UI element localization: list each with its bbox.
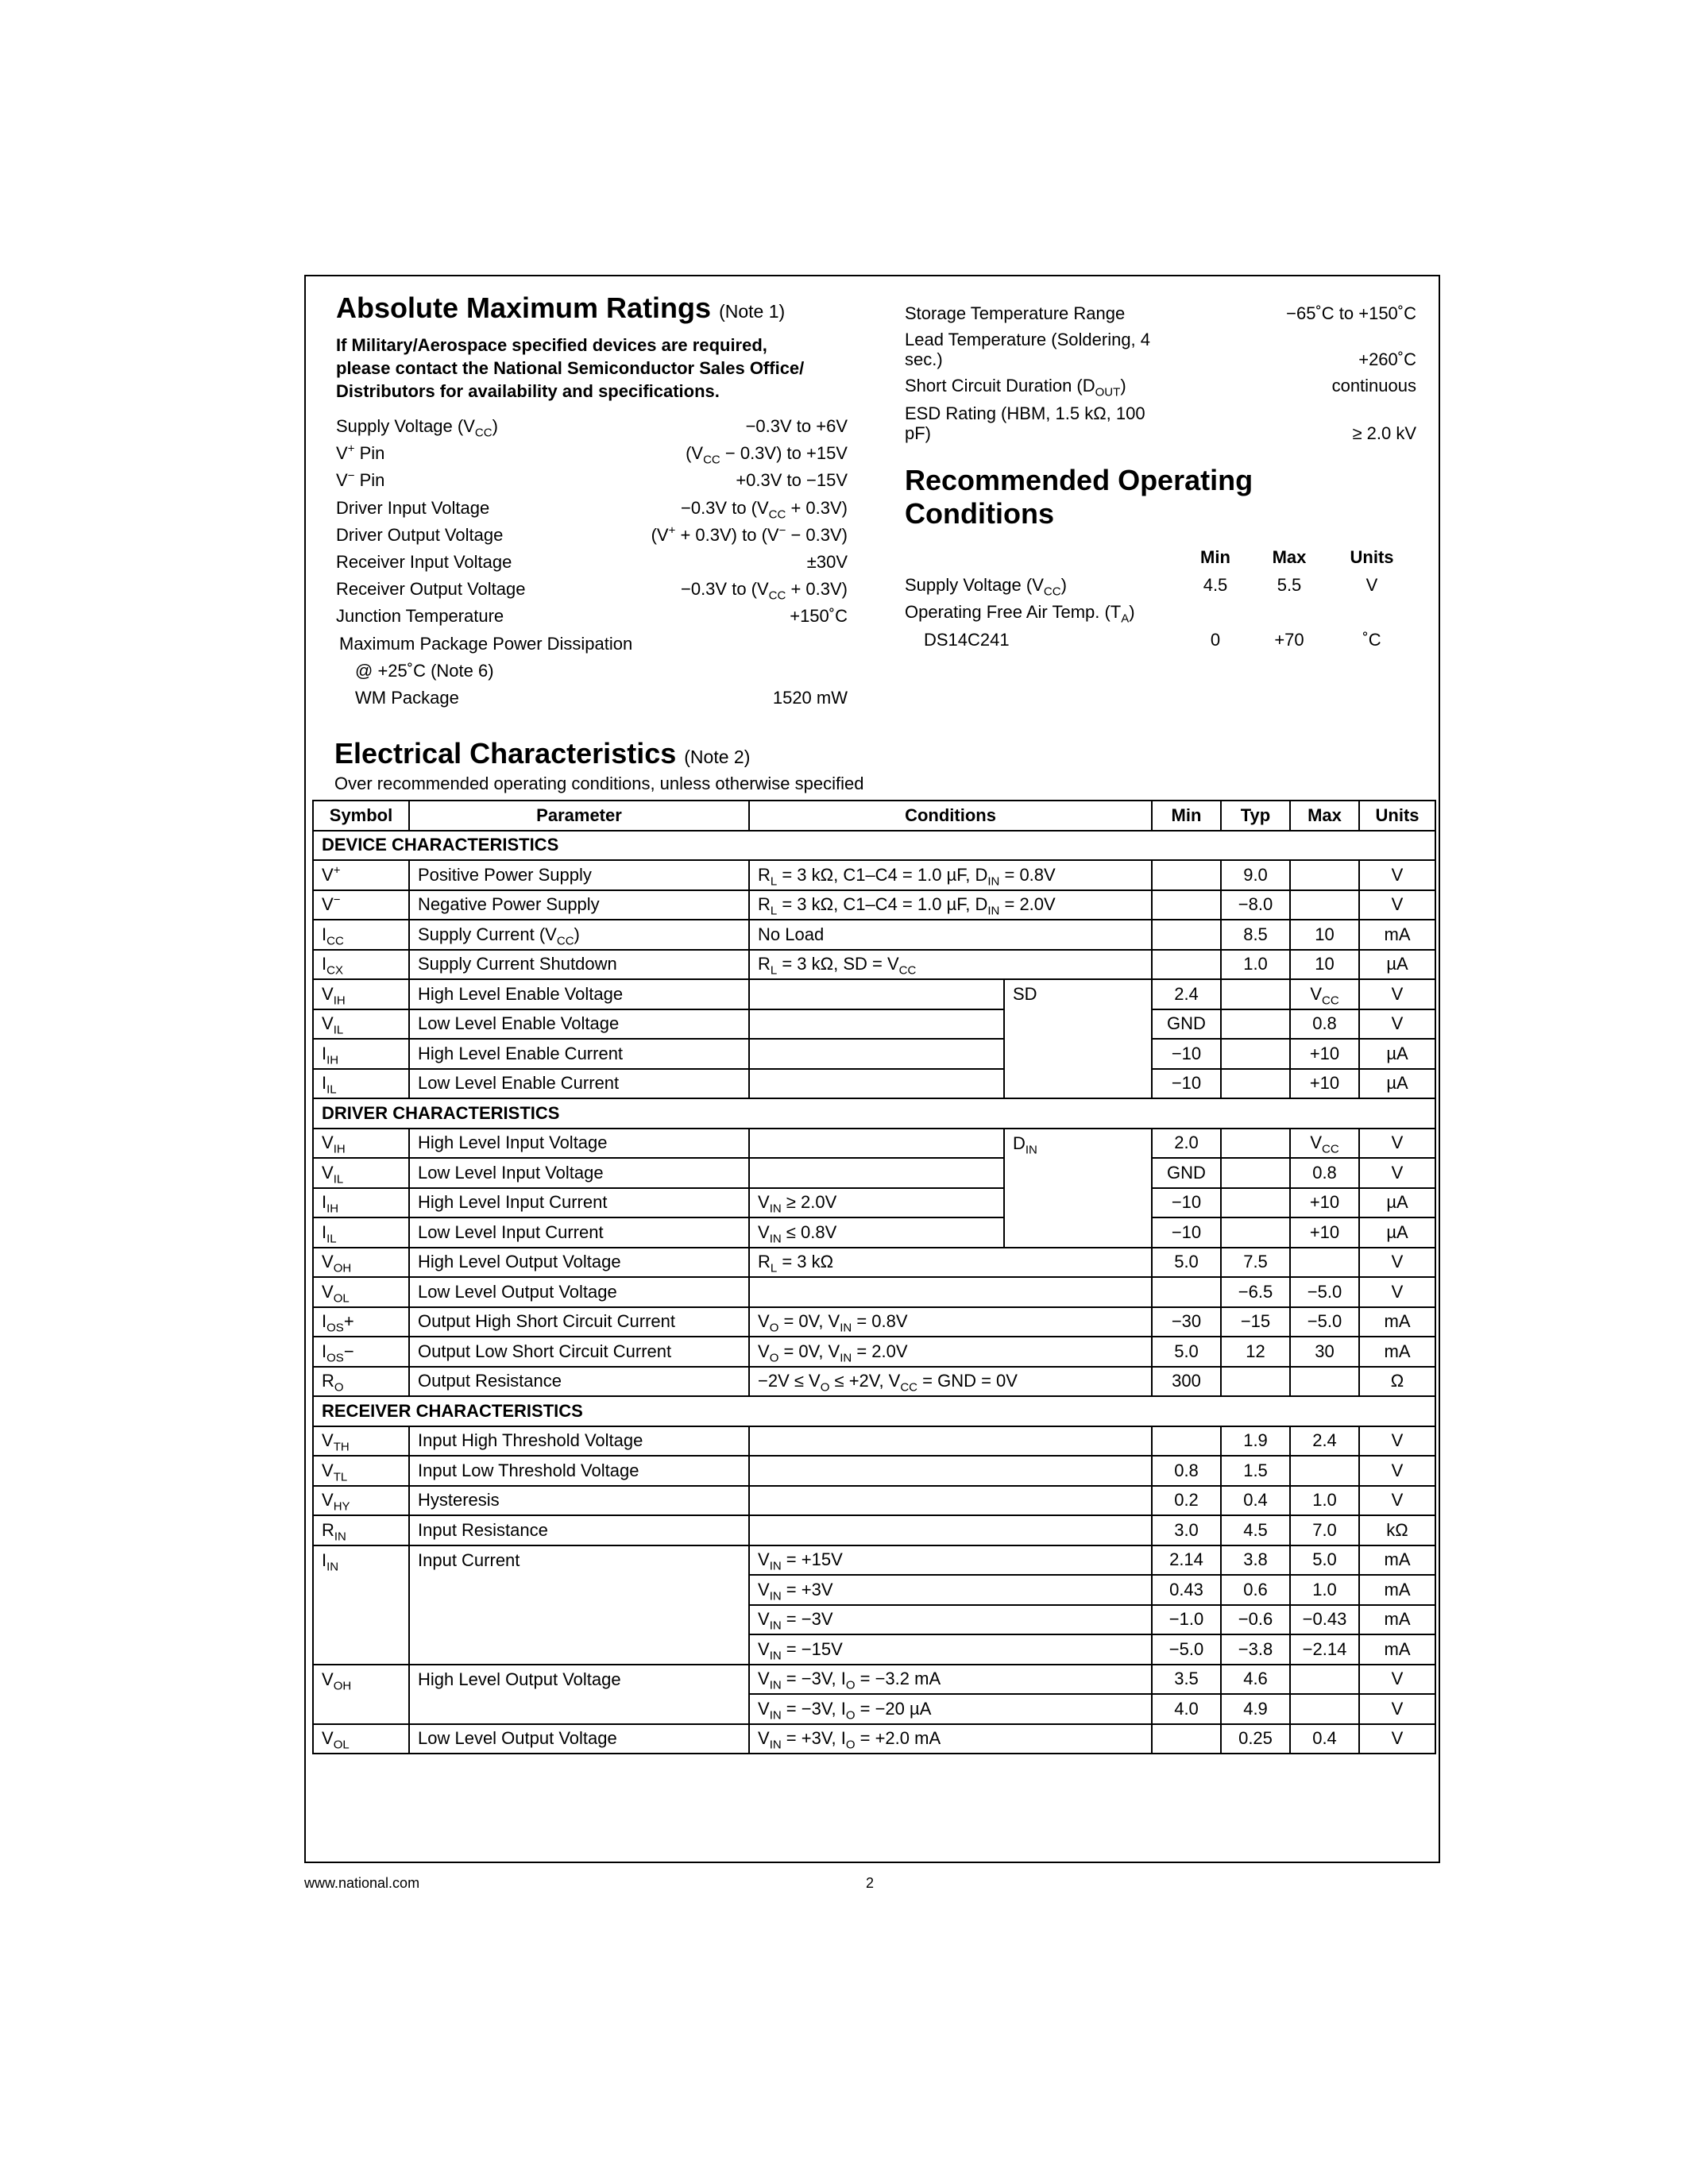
cell-units: V <box>1359 860 1435 890</box>
col-max: Max <box>1290 801 1359 831</box>
cell-conditions: $R_L = 3$ kΩ <box>749 1248 1152 1278</box>
cell-symbol: $I_{CC}$ <box>313 920 409 950</box>
table-row <box>313 1665 1435 1695</box>
table-row <box>313 1277 1435 1307</box>
ec-subtitle: Over recommended operating conditions, unless otherwise specified <box>334 774 864 793</box>
cell-typ: −6.5 <box>1221 1277 1290 1307</box>
cell-parameter: Positive Power Supply <box>409 860 749 890</box>
amr-note: (Note 1) <box>719 301 786 322</box>
power-dissipation-label: Maximum Package Power Dissipation <box>339 634 633 654</box>
cell-symbol: $R_{IN}$ <box>313 1515 409 1545</box>
cell-units: mA <box>1359 1337 1435 1367</box>
cell-conditions: $R_L = 3$ kΩ, C1–C4 = 1.0 µF, $D_{IN} = 2.0V$ <box>749 890 1152 920</box>
section-title: RECEIVER CHARACTERISTICS <box>313 1396 1435 1426</box>
cell-min <box>1152 890 1221 920</box>
cell-min: 0.8 <box>1152 1456 1221 1486</box>
table-row <box>313 1426 1435 1457</box>
table-row <box>313 1456 1435 1486</box>
table-row <box>313 1515 1435 1545</box>
cell-conditions: $R_L = 3$ kΩ, C1–C4 = 1.0 µF, $D_{IN} = 0.8V$ <box>749 860 1152 890</box>
amr-right-value: +260˚C <box>1358 349 1416 369</box>
amr-right-value: −65˚C to +150˚C <box>1286 303 1416 323</box>
roc-header-min: Min <box>1200 547 1230 567</box>
cell-conditions: $V_{IN} \le 0.8V$ <box>749 1217 1004 1248</box>
cell-min: 2.0 <box>1152 1129 1221 1159</box>
cell-units: V <box>1359 1694 1435 1724</box>
footer-url: www.national.com <box>304 1875 420 1891</box>
cell-parameter: High Level Input Voltage <box>409 1129 749 1159</box>
table-row <box>313 1129 1435 1159</box>
cell-conditions <box>749 1515 1152 1545</box>
cell-typ <box>1221 979 1290 1009</box>
cell-typ: −3.8 <box>1221 1634 1290 1665</box>
amr-row-label: Driver Output Voltage <box>336 524 504 545</box>
cell-parameter: Supply Current Shutdown <box>409 950 749 980</box>
amr-row-value: −0.3V to $(V_{CC} + 0.3V)$ <box>680 579 848 603</box>
cell-max <box>1290 1456 1359 1486</box>
cell-min: 0.43 <box>1152 1575 1221 1605</box>
cell-max: 7.0 <box>1290 1515 1359 1545</box>
cell-min: GND <box>1152 1009 1221 1040</box>
cell-units: µA <box>1359 1217 1435 1248</box>
cell-max: $V_{CC}$ <box>1290 979 1359 1009</box>
amr-row-label: Driver Input Voltage <box>336 497 490 518</box>
col-symbol: Symbol <box>313 801 409 831</box>
cell-min: −10 <box>1152 1217 1221 1248</box>
cell-parameter: Output High Short Circuit Current <box>409 1307 749 1337</box>
cell-conditions: $V_O = 0V$, $V_{IN} = 2.0V$ <box>749 1337 1152 1367</box>
amr-right-value: continuous <box>1331 376 1416 396</box>
cell-typ: −15 <box>1221 1307 1290 1337</box>
cell-units: mA <box>1359 1545 1435 1576</box>
table-row <box>313 979 1435 1009</box>
cell-symbol: $I_{IH}$ <box>313 1188 409 1218</box>
cell-parameter: Low Level Input Current <box>409 1217 749 1248</box>
table-row <box>313 860 1435 890</box>
cell-symbol: $V_{IH}$ <box>313 1129 409 1159</box>
cell-max: 0.4 <box>1290 1724 1359 1754</box>
cell-conditions: $V_{IN} = +15V$ <box>749 1545 1152 1576</box>
cell-min: −10 <box>1152 1039 1221 1069</box>
cell-conditions: No Load <box>749 920 1152 950</box>
roc-supply-label: Supply Voltage $(V_{CC})$ <box>905 575 1067 599</box>
amr-right-label-cont: sec.) <box>905 349 943 369</box>
amr-right-value: ≥ 2.0 kV <box>1352 423 1416 443</box>
cell-conditions <box>749 1456 1152 1486</box>
cell-conditions <box>749 1069 1004 1099</box>
cell-symbol: $I_{OS}+$ <box>313 1307 409 1337</box>
cell-conditions <box>749 1158 1004 1188</box>
section-title: DRIVER CHARACTERISTICS <box>313 1098 1435 1129</box>
table-row <box>313 1307 1435 1337</box>
amr-row-label: V+ Pin <box>336 442 385 464</box>
cell-units: Ω <box>1359 1367 1435 1397</box>
cell-min: 2.4 <box>1152 979 1221 1009</box>
cell-parameter: Low Level Output Voltage <box>409 1724 749 1754</box>
cell-symbol: $V_{OH}$ <box>313 1665 409 1724</box>
table-row <box>313 1248 1435 1278</box>
amr-right-label: Storage Temperature Range <box>905 303 1126 323</box>
cell-conditions <box>749 1277 1152 1307</box>
cell-typ <box>1221 1217 1290 1248</box>
cell-typ: 7.5 <box>1221 1248 1290 1278</box>
table-row <box>313 1158 1435 1188</box>
cell-units: V <box>1359 1129 1435 1159</box>
cell-parameter: High Level Output Voltage <box>409 1665 749 1724</box>
cell-min: −1.0 <box>1152 1605 1221 1635</box>
cell-symbol: $I_{IN}$ <box>313 1545 409 1665</box>
cell-symbol: $I_{IH}$ <box>313 1039 409 1069</box>
cell-parameter: Hysteresis <box>409 1486 749 1516</box>
table-row <box>313 1545 1435 1576</box>
cell-typ <box>1221 1158 1290 1188</box>
cell-parameter: Negative Power Supply <box>409 890 749 920</box>
cell-symbol: $V_{OH}$ <box>313 1248 409 1278</box>
cell-conditions <box>749 1039 1004 1069</box>
roc-supply-units: V <box>1365 575 1378 595</box>
table-row <box>313 1217 1435 1248</box>
cell-max <box>1290 890 1359 920</box>
cell-min <box>1152 860 1221 890</box>
cell-parameter: Supply Current $(V_{CC})$ <box>409 920 749 950</box>
cell-min <box>1152 1426 1221 1457</box>
cell-max: 5.0 <box>1290 1545 1359 1576</box>
cell-typ <box>1221 1367 1290 1397</box>
cell-typ: −8.0 <box>1221 890 1290 920</box>
cell-typ: 0.6 <box>1221 1575 1290 1605</box>
cell-units: V <box>1359 1486 1435 1516</box>
cell-conditions: $V_{IN} = +3V$ <box>749 1575 1152 1605</box>
cell-parameter: Input High Threshold Voltage <box>409 1426 749 1457</box>
cell-conditions <box>749 1129 1004 1159</box>
cell-units: µA <box>1359 1069 1435 1099</box>
cell-min: 4.0 <box>1152 1694 1221 1724</box>
cell-parameter: Low Level Enable Current <box>409 1069 749 1099</box>
table-row <box>313 890 1435 920</box>
amr-row-value: +0.3V to −15V <box>736 470 848 491</box>
cell-units: mA <box>1359 1634 1435 1665</box>
cell-parameter: Low Level Enable Voltage <box>409 1009 749 1040</box>
cell-typ <box>1221 1069 1290 1099</box>
cell-max <box>1290 1248 1359 1278</box>
cell-min: −5.0 <box>1152 1634 1221 1665</box>
amr-row-label: Receiver Input Voltage <box>336 552 512 572</box>
cell-min <box>1152 950 1221 980</box>
roc-device-units: ˚C <box>1362 630 1381 650</box>
table-row <box>313 1367 1435 1397</box>
ec-title: Electrical Characteristics (Note 2) <box>334 737 751 770</box>
cell-units: kΩ <box>1359 1515 1435 1545</box>
cell-parameter: High Level Input Current <box>409 1188 749 1218</box>
cell-symbol: $V_{IL}$ <box>313 1158 409 1188</box>
cell-units: V <box>1359 1724 1435 1754</box>
table-row <box>313 920 1435 950</box>
cell-units: mA <box>1359 920 1435 950</box>
cell-min: 5.0 <box>1152 1337 1221 1367</box>
ec-body <box>313 831 1435 1754</box>
cell-conditions: $R_L = 3$ kΩ, SD = $V_{CC}$ <box>749 950 1152 980</box>
footer-page-number: 2 <box>866 1875 875 1891</box>
table-row <box>313 1724 1435 1754</box>
cell-conditions: $V_{IN} = +3V$, $I_O = +2.0$ mA <box>749 1724 1152 1754</box>
cell-min: 3.5 <box>1152 1665 1221 1695</box>
section-row <box>313 831 1435 861</box>
cell-min: −10 <box>1152 1188 1221 1218</box>
cell-typ: 4.9 <box>1221 1694 1290 1724</box>
cell-max: 10 <box>1290 950 1359 980</box>
cell-max: +10 <box>1290 1217 1359 1248</box>
cell-symbol: $I_{IL}$ <box>313 1217 409 1248</box>
ec-header-row <box>313 801 1435 831</box>
amr-row-value: +150˚C <box>790 606 848 627</box>
roc-device-max: +70 <box>1274 630 1304 650</box>
roc-header-max: Max <box>1272 547 1307 567</box>
cell-conditions: $V_{IN} = -3V$, $I_O = -20$ µA <box>749 1694 1152 1724</box>
cell-max <box>1290 1694 1359 1724</box>
table-row <box>313 1337 1435 1367</box>
cell-parameter: Output Low Short Circuit Current <box>409 1337 749 1367</box>
cell-conditions <box>749 979 1004 1009</box>
cell-units: V <box>1359 1456 1435 1486</box>
cell-typ: 1.0 <box>1221 950 1290 980</box>
col-units: Units <box>1359 801 1435 831</box>
amr-right-label: Lead Temperature (Soldering, 4 <box>905 330 1151 349</box>
wm-package-value: 1520 mW <box>772 688 848 708</box>
cell-symbol: $I_{OS}-$ <box>313 1337 409 1367</box>
cell-pin: SD <box>1004 979 1152 1098</box>
cell-units: µA <box>1359 1039 1435 1069</box>
cell-min: 0.2 <box>1152 1486 1221 1516</box>
roc-supply-min: 4.5 <box>1203 575 1228 595</box>
cell-conditions: $V_{IN} = -3V$ <box>749 1605 1152 1635</box>
cell-parameter: Input Resistance <box>409 1515 749 1545</box>
wm-package-label: WM Package <box>355 688 459 708</box>
ec-note: (Note 2) <box>684 747 751 767</box>
cell-max <box>1290 860 1359 890</box>
amr-right-label: Short Circuit Duration $(D_{OUT})$ <box>905 376 1126 399</box>
cell-units: µA <box>1359 1188 1435 1218</box>
cell-max: −2.14 <box>1290 1634 1359 1665</box>
col-parameter: Parameter <box>409 801 749 831</box>
table-row <box>313 950 1435 980</box>
cell-units: V <box>1359 1248 1435 1278</box>
cell-conditions: $V_O = 0V$, $V_{IN} = 0.8V$ <box>749 1307 1152 1337</box>
cell-max: −0.43 <box>1290 1605 1359 1635</box>
cell-conditions: $V_{IN} \ge 2.0V$ <box>749 1188 1004 1218</box>
cell-units: mA <box>1359 1575 1435 1605</box>
cell-conditions <box>749 1009 1004 1040</box>
cell-units: V <box>1359 890 1435 920</box>
cell-typ <box>1221 1188 1290 1218</box>
cell-min <box>1152 1277 1221 1307</box>
cell-min: 300 <box>1152 1367 1221 1397</box>
cell-units: V <box>1359 1277 1435 1307</box>
table-row <box>313 1039 1435 1069</box>
amr-row-label: Supply Voltage $(V_{CC})$ <box>336 416 498 440</box>
cell-symbol: $V_{HY}$ <box>313 1486 409 1516</box>
electrical-characteristics-table <box>312 800 1436 1754</box>
cell-min <box>1152 920 1221 950</box>
cell-parameter: High Level Enable Current <box>409 1039 749 1069</box>
cell-max <box>1290 1665 1359 1695</box>
cell-parameter: Input Low Threshold Voltage <box>409 1456 749 1486</box>
cell-symbol: $V_{TH}$ <box>313 1426 409 1457</box>
table-row <box>313 1188 1435 1218</box>
cell-units: mA <box>1359 1605 1435 1635</box>
cell-conditions <box>749 1486 1152 1516</box>
roc-title: Recommended Operating Conditions <box>905 464 1253 530</box>
roc-header-units: Units <box>1350 547 1394 567</box>
amr-right-label: ESD Rating (HBM, 1.5 kΩ, 100 <box>905 403 1145 423</box>
section-row <box>313 1396 1435 1426</box>
cell-symbol: V− <box>313 890 409 920</box>
cell-units: V <box>1359 979 1435 1009</box>
cell-min: GND <box>1152 1158 1221 1188</box>
cell-max: +10 <box>1290 1039 1359 1069</box>
cell-typ: 0.4 <box>1221 1486 1290 1516</box>
cell-max: −5.0 <box>1290 1277 1359 1307</box>
table-row <box>313 1009 1435 1040</box>
cell-conditions: $V_{IN} = -15V$ <box>749 1634 1152 1665</box>
cell-typ <box>1221 1129 1290 1159</box>
cell-max: 10 <box>1290 920 1359 950</box>
roc-supply-max: 5.5 <box>1277 575 1302 595</box>
cell-symbol: V+ <box>313 860 409 890</box>
cell-symbol: $I_{CX}$ <box>313 950 409 980</box>
cell-units: mA <box>1359 1307 1435 1337</box>
cell-symbol: $V_{OL}$ <box>313 1724 409 1754</box>
col-typ: Typ <box>1221 801 1290 831</box>
roc-temp-label: Operating Free Air Temp. $(T_A)$ <box>905 602 1135 626</box>
cell-max: 1.0 <box>1290 1486 1359 1516</box>
cell-pin: $D_{IN}$ <box>1004 1129 1152 1248</box>
cell-max: 2.4 <box>1290 1426 1359 1457</box>
cell-conditions: $-2V \le V_O \le +2V$, $V_{CC}$ = GND = 0V <box>749 1367 1152 1397</box>
cell-typ: −0.6 <box>1221 1605 1290 1635</box>
table-row <box>313 1069 1435 1099</box>
cell-max: $V_{CC}$ <box>1290 1129 1359 1159</box>
cell-min: 3.0 <box>1152 1515 1221 1545</box>
cell-min <box>1152 1724 1221 1754</box>
amr-row-value: −0.3V to +6V <box>745 416 848 436</box>
cell-typ <box>1221 1039 1290 1069</box>
cell-symbol: $R_O$ <box>313 1367 409 1397</box>
roc-device-min: 0 <box>1210 630 1221 650</box>
cell-parameter: Low Level Input Voltage <box>409 1158 749 1188</box>
cell-conditions <box>749 1426 1152 1457</box>
cell-max: +10 <box>1290 1188 1359 1218</box>
amr-row-value: −0.3V to $(V_{CC} + 0.3V)$ <box>680 497 848 521</box>
cell-typ <box>1221 1009 1290 1040</box>
cell-min: −30 <box>1152 1307 1221 1337</box>
cell-max: 30 <box>1290 1337 1359 1367</box>
cell-units: µA <box>1359 950 1435 980</box>
cell-parameter: Input Current <box>409 1545 749 1665</box>
cell-min: −10 <box>1152 1069 1221 1099</box>
amr-row-label: Receiver Output Voltage <box>336 579 526 600</box>
col-min: Min <box>1152 801 1221 831</box>
cell-typ: 1.5 <box>1221 1456 1290 1486</box>
cell-typ: 1.9 <box>1221 1426 1290 1457</box>
cell-conditions: $V_{IN} = -3V$, $I_O = -3.2$ mA <box>749 1665 1152 1695</box>
cell-typ: 4.5 <box>1221 1515 1290 1545</box>
section-title: DEVICE CHARACTERISTICS <box>313 831 1435 861</box>
military-note: If Military/Aerospace specified devices are required, please contact the National Semiconductor Sales Office/ Distributors for availability and specifications. <box>336 335 805 401</box>
cell-units: V <box>1359 1665 1435 1695</box>
cell-typ: 4.6 <box>1221 1665 1290 1695</box>
cell-parameter: Low Level Output Voltage <box>409 1277 749 1307</box>
cell-max: +10 <box>1290 1069 1359 1099</box>
cell-units: V <box>1359 1009 1435 1040</box>
cell-typ: 9.0 <box>1221 860 1290 890</box>
amr-right-label-cont: pF) <box>905 423 931 443</box>
cell-max: 0.8 <box>1290 1009 1359 1040</box>
cell-typ: 3.8 <box>1221 1545 1290 1576</box>
cell-symbol: $V_{TL}$ <box>313 1456 409 1486</box>
cell-symbol: $V_{IH}$ <box>313 979 409 1009</box>
power-dissipation-cond: @ +25˚C (Note 6) <box>355 661 494 681</box>
cell-parameter: High Level Enable Voltage <box>409 979 749 1009</box>
cell-units: V <box>1359 1158 1435 1188</box>
cell-symbol: $V_{IL}$ <box>313 1009 409 1040</box>
cell-min: 2.14 <box>1152 1545 1221 1576</box>
table-row <box>313 1486 1435 1516</box>
amr-title: Absolute Maximum Ratings (Note 1) <box>336 291 786 324</box>
amr-row-label: Junction Temperature <box>336 606 504 627</box>
cell-symbol: $I_{IL}$ <box>313 1069 409 1099</box>
roc-device-label: DS14C241 <box>924 630 1010 650</box>
cell-typ: 8.5 <box>1221 920 1290 950</box>
cell-parameter: Output Resistance <box>409 1367 749 1397</box>
cell-max <box>1290 1367 1359 1397</box>
cell-typ: 12 <box>1221 1337 1290 1367</box>
amr-row-value: ±30V <box>806 552 848 572</box>
cell-parameter: High Level Output Voltage <box>409 1248 749 1278</box>
col-conditions: Conditions <box>749 801 1152 831</box>
cell-typ: 0.25 <box>1221 1724 1290 1754</box>
amr-row-label: V− Pin <box>336 469 385 491</box>
cell-max: 0.8 <box>1290 1158 1359 1188</box>
cell-units: V <box>1359 1426 1435 1457</box>
cell-max: 1.0 <box>1290 1575 1359 1605</box>
cell-symbol: $V_{OL}$ <box>313 1277 409 1307</box>
amr-row-value: $(V_{CC} - 0.3V)$ to +15V <box>686 443 848 467</box>
section-row <box>313 1098 1435 1129</box>
amr-row-value: (V+ + 0.3V) to (V− − 0.3V) <box>651 523 848 545</box>
cell-min: 5.0 <box>1152 1248 1221 1278</box>
cell-max: −5.0 <box>1290 1307 1359 1337</box>
